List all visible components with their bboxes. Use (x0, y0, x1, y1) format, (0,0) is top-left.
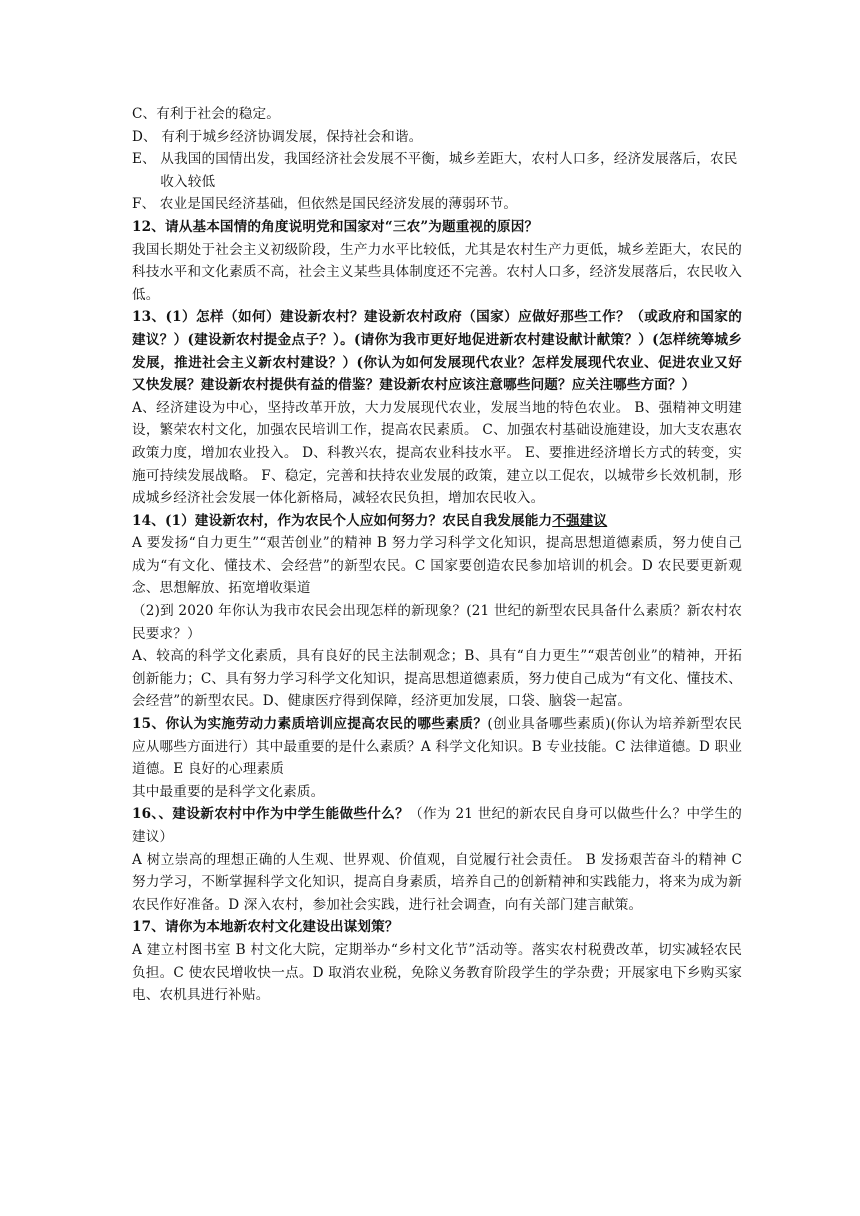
answer-14-1: A 要发扬“自力更生”“艰苦创业”的精神 B 努力学习科学文化知识，提高思想道德素质，努力使自己成为“有文化、懂技术、会经营”的新型农民。C 国家要创造农民参加培训的机会。D 农民要更新观念、思想解放、拓宽增收渠道 (132, 535, 742, 597)
option-text: 农业是国民经济基础，但依然是国民经济发展的薄弱环节。 (159, 196, 518, 213)
option-text: 从我国的国情出发，我国经济社会发展不平衡，城乡差距大，农村人口多，经济发展落后，农民收入较低 (160, 151, 738, 190)
option-f (132, 193, 742, 216)
option-text: 有利于社会的稳定。 (156, 106, 280, 122)
question-16 (132, 803, 742, 848)
answer-16: A 树立崇高的理想正确的人生观、世界观、价值观，自觉履行社会责任。 B 发扬艰苦奋斗的精神 C 努力学习，不断掌握科学文化知识，提高自身素质，培养自己的创新精神和实践能力，将来为成为新农民作好准备。D 深入农村，参加社会实践，进行社会调查，向有关部门建言献策。 (132, 851, 742, 913)
answer-15: 其中最重要的是科学文化素质。 (132, 783, 325, 800)
question-14 (132, 510, 742, 533)
option-label: E、 (132, 151, 161, 168)
question-17: 17、请你为本地新农村文化建设出谋划策？ (132, 919, 399, 936)
question-16-rest: （作为 21 世纪的新农民自身可以做些什么？中学生的建议） (132, 806, 742, 845)
option-c (132, 103, 742, 126)
question-13: 13、(1）怎样（如何）建设新农村？建设新农村政府（国家）应做好那些工作？（或政府和国家的建议？）(建设新农村提金点子？）。(请你为我市更好地促进新农村建设献计献策？）(怎样统筹城乡发展，推进社会主义新农村建设？）(你认为如何发展现代农业？怎样发展现代农业、促进农业又好又快发展？建设新农村提供有益的借鉴？建设新农村应该注意哪些问题？应关注哪些方面？） (132, 309, 742, 394)
question-15-rest: (创业具备哪些素质)(你认为培养新型农民应从哪些方面进行）其中最重要的是什么素质？A 科学文化知识。B 专业技能。C 法律道德。D 职业道德。E 良好的心理素质 (132, 716, 742, 778)
question-15-bold: 15、你认为实施劳动力素质培训应提高农民的哪些素质？ (132, 716, 488, 733)
question-14-text: 14、(1）建设新农村，作为农民个人应如何努力？农民自我发展能力 (132, 512, 553, 529)
question-14-underlined: 不强建议 (552, 512, 608, 529)
answer-14-2: A、较高的科学文化素质，具有良好的民主法制观念；B、具有“自力更生”“艰苦创业”的精神，开拓创新能力；C、具有努力学习科学文化知识，提高思想道德素质，努力使自己成为“有文化、懂技术、会经营”的新型农民。D、健康医疗得到保障，经济更加发展，口袋、脑袋一起富。 (132, 648, 742, 710)
answer-17: A 建立村图书室 B 村文化大院，定期举办“乡村文化节”活动等。落实农村税费改革，切实减轻农民负担。C 使农民增收快一点。D 取消农业税，免除义务教育阶段学生的学杂费；开展家电下乡购买家电、农机具进行补贴。 (132, 941, 742, 1004)
option-text: 有利于城乡经济协调发展，保持社会和谐。 (161, 128, 423, 145)
question-14-2: （2)到 2020 年你认为我市农民会出现怎样的新现象？(21 世纪的新型农民具备什么素质？新农村农民要求？） (132, 603, 742, 642)
option-label: F、 (132, 196, 160, 213)
question-12: 12、请从基本国情的角度说明党和国家对“三农”为题重视的原因？ (132, 218, 539, 235)
answer-13: A、经济建设为中心，坚持改革开放，大力发展现代农业，发展当地的特色农业。 B、强精神文明建设，繁荣农村文化，加强农民培训工作，提高农民素质。 C、加强农村基础设施建设，加大支农惠农政策力度，增加农业投入。 D、科教兴农，提高农业科技水平。 E、要推进经济增长方式的转变，实施可持续发展战略。 F、稳定，完善和扶持农业发展的政策，建立以工促农，以城带乡长效机制，形成城乡经济社会发展一体化新格局，减轻农民负担，增加农民收入。 (132, 399, 742, 507)
question-16-bold: 16、、建设新农村中作为中学生能做些什么？ (132, 806, 410, 823)
answer-12: 我国长期处于社会主义初级阶段，生产力水平比较低，尤其是农村生产力更低，城乡差距大，农民的科技水平和文化素质不高，社会主义某些具体制度还不完善。农村人口多，经济发展落后，农民收入低。 (132, 241, 742, 303)
option-d (132, 126, 742, 149)
option-label: C、 (132, 106, 157, 122)
option-e (132, 148, 742, 193)
document-body (132, 103, 742, 1007)
option-label: D、 (132, 128, 162, 145)
question-15 (132, 713, 742, 781)
